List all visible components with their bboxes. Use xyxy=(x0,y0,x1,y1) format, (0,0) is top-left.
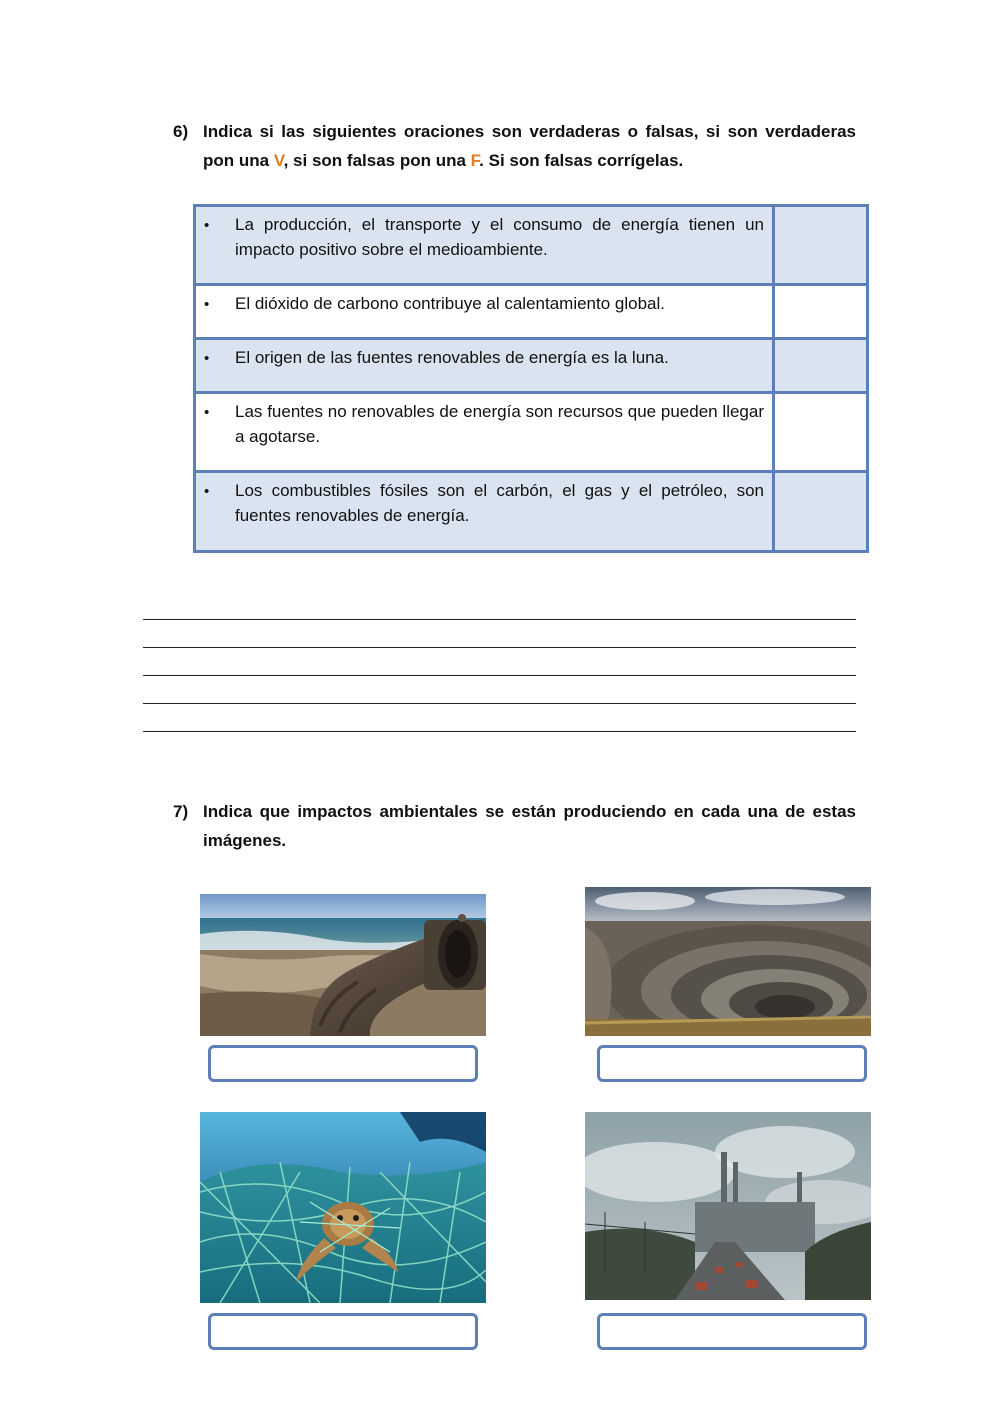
statement-cell xyxy=(195,339,774,393)
table-row xyxy=(195,206,868,285)
correction-line-5[interactable] xyxy=(143,709,856,732)
table-row xyxy=(195,339,868,393)
answer-cell xyxy=(774,206,868,285)
statement-text: Las fuentes no renovables de energía son recursos que pueden llegar a agotarse. xyxy=(235,402,764,446)
answer-cell xyxy=(774,339,868,393)
question-7-number: 7) xyxy=(173,802,189,821)
table-row xyxy=(195,472,868,552)
factory-smog-photo xyxy=(585,1112,871,1300)
statement-text: El origen de las fuentes renovables de energía es la luna. xyxy=(235,348,669,367)
answer-input-3[interactable] xyxy=(775,340,870,393)
false-letter: F xyxy=(470,151,480,170)
statement-text: Los combustibles fósiles son el carbón, el gas y el petróleo, son fuentes renovables de energía. xyxy=(235,481,764,525)
bullet-icon: • xyxy=(204,217,210,234)
image-1-answer-box[interactable] xyxy=(208,1045,478,1082)
turtle-fishing-net-photo xyxy=(200,1112,486,1303)
statement-cell xyxy=(195,206,774,285)
answer-input-5[interactable] xyxy=(775,473,870,552)
statement-text: La producción, el transporte y el consumo de energía tienen un impacto positivo sobre el medioambiente. xyxy=(235,215,764,259)
correction-line-2[interactable] xyxy=(143,625,856,648)
bullet-icon: • xyxy=(204,296,210,313)
question-7 xyxy=(173,797,856,857)
answer-input-1[interactable] xyxy=(775,207,870,285)
correction-line-4[interactable] xyxy=(143,681,856,704)
answer-input-2[interactable] xyxy=(775,286,870,339)
statement-cell xyxy=(195,393,774,472)
answer-input-4[interactable] xyxy=(775,394,870,472)
bullet-icon: • xyxy=(204,404,210,421)
true-false-table xyxy=(193,204,869,553)
question-6 xyxy=(173,117,856,177)
sewage-pipe-beach-photo xyxy=(200,894,486,1036)
correction-line-3[interactable] xyxy=(143,653,856,676)
statement-text: El dióxido de carbono contribuye al calentamiento global. xyxy=(235,294,665,313)
answer-cell xyxy=(774,472,868,552)
answer-cell xyxy=(774,393,868,472)
question-7-prompt: Indica que impactos ambientales se están produciendo en cada una de estas imágenes. xyxy=(203,802,856,850)
true-letter: V xyxy=(273,151,284,170)
question-6-number: 6) xyxy=(173,122,189,141)
bullet-icon: • xyxy=(204,483,210,500)
table-row xyxy=(195,285,868,339)
image-3-answer-box[interactable] xyxy=(208,1313,478,1350)
bullet-icon: • xyxy=(204,350,210,367)
statement-cell xyxy=(195,472,774,552)
question-6-prompt: Indica si las siguientes oraciones son verdaderas o falsas, si son verdaderas pon una V, si son falsas pon una F. Si son falsas corrígelas. xyxy=(203,122,856,170)
correction-line-1[interactable] xyxy=(143,597,856,620)
statement-cell xyxy=(195,285,774,339)
image-4-answer-box[interactable] xyxy=(597,1313,867,1350)
image-2-answer-box[interactable] xyxy=(597,1045,867,1082)
table-row xyxy=(195,393,868,472)
open-pit-mine-photo xyxy=(585,887,871,1036)
answer-cell xyxy=(774,285,868,339)
